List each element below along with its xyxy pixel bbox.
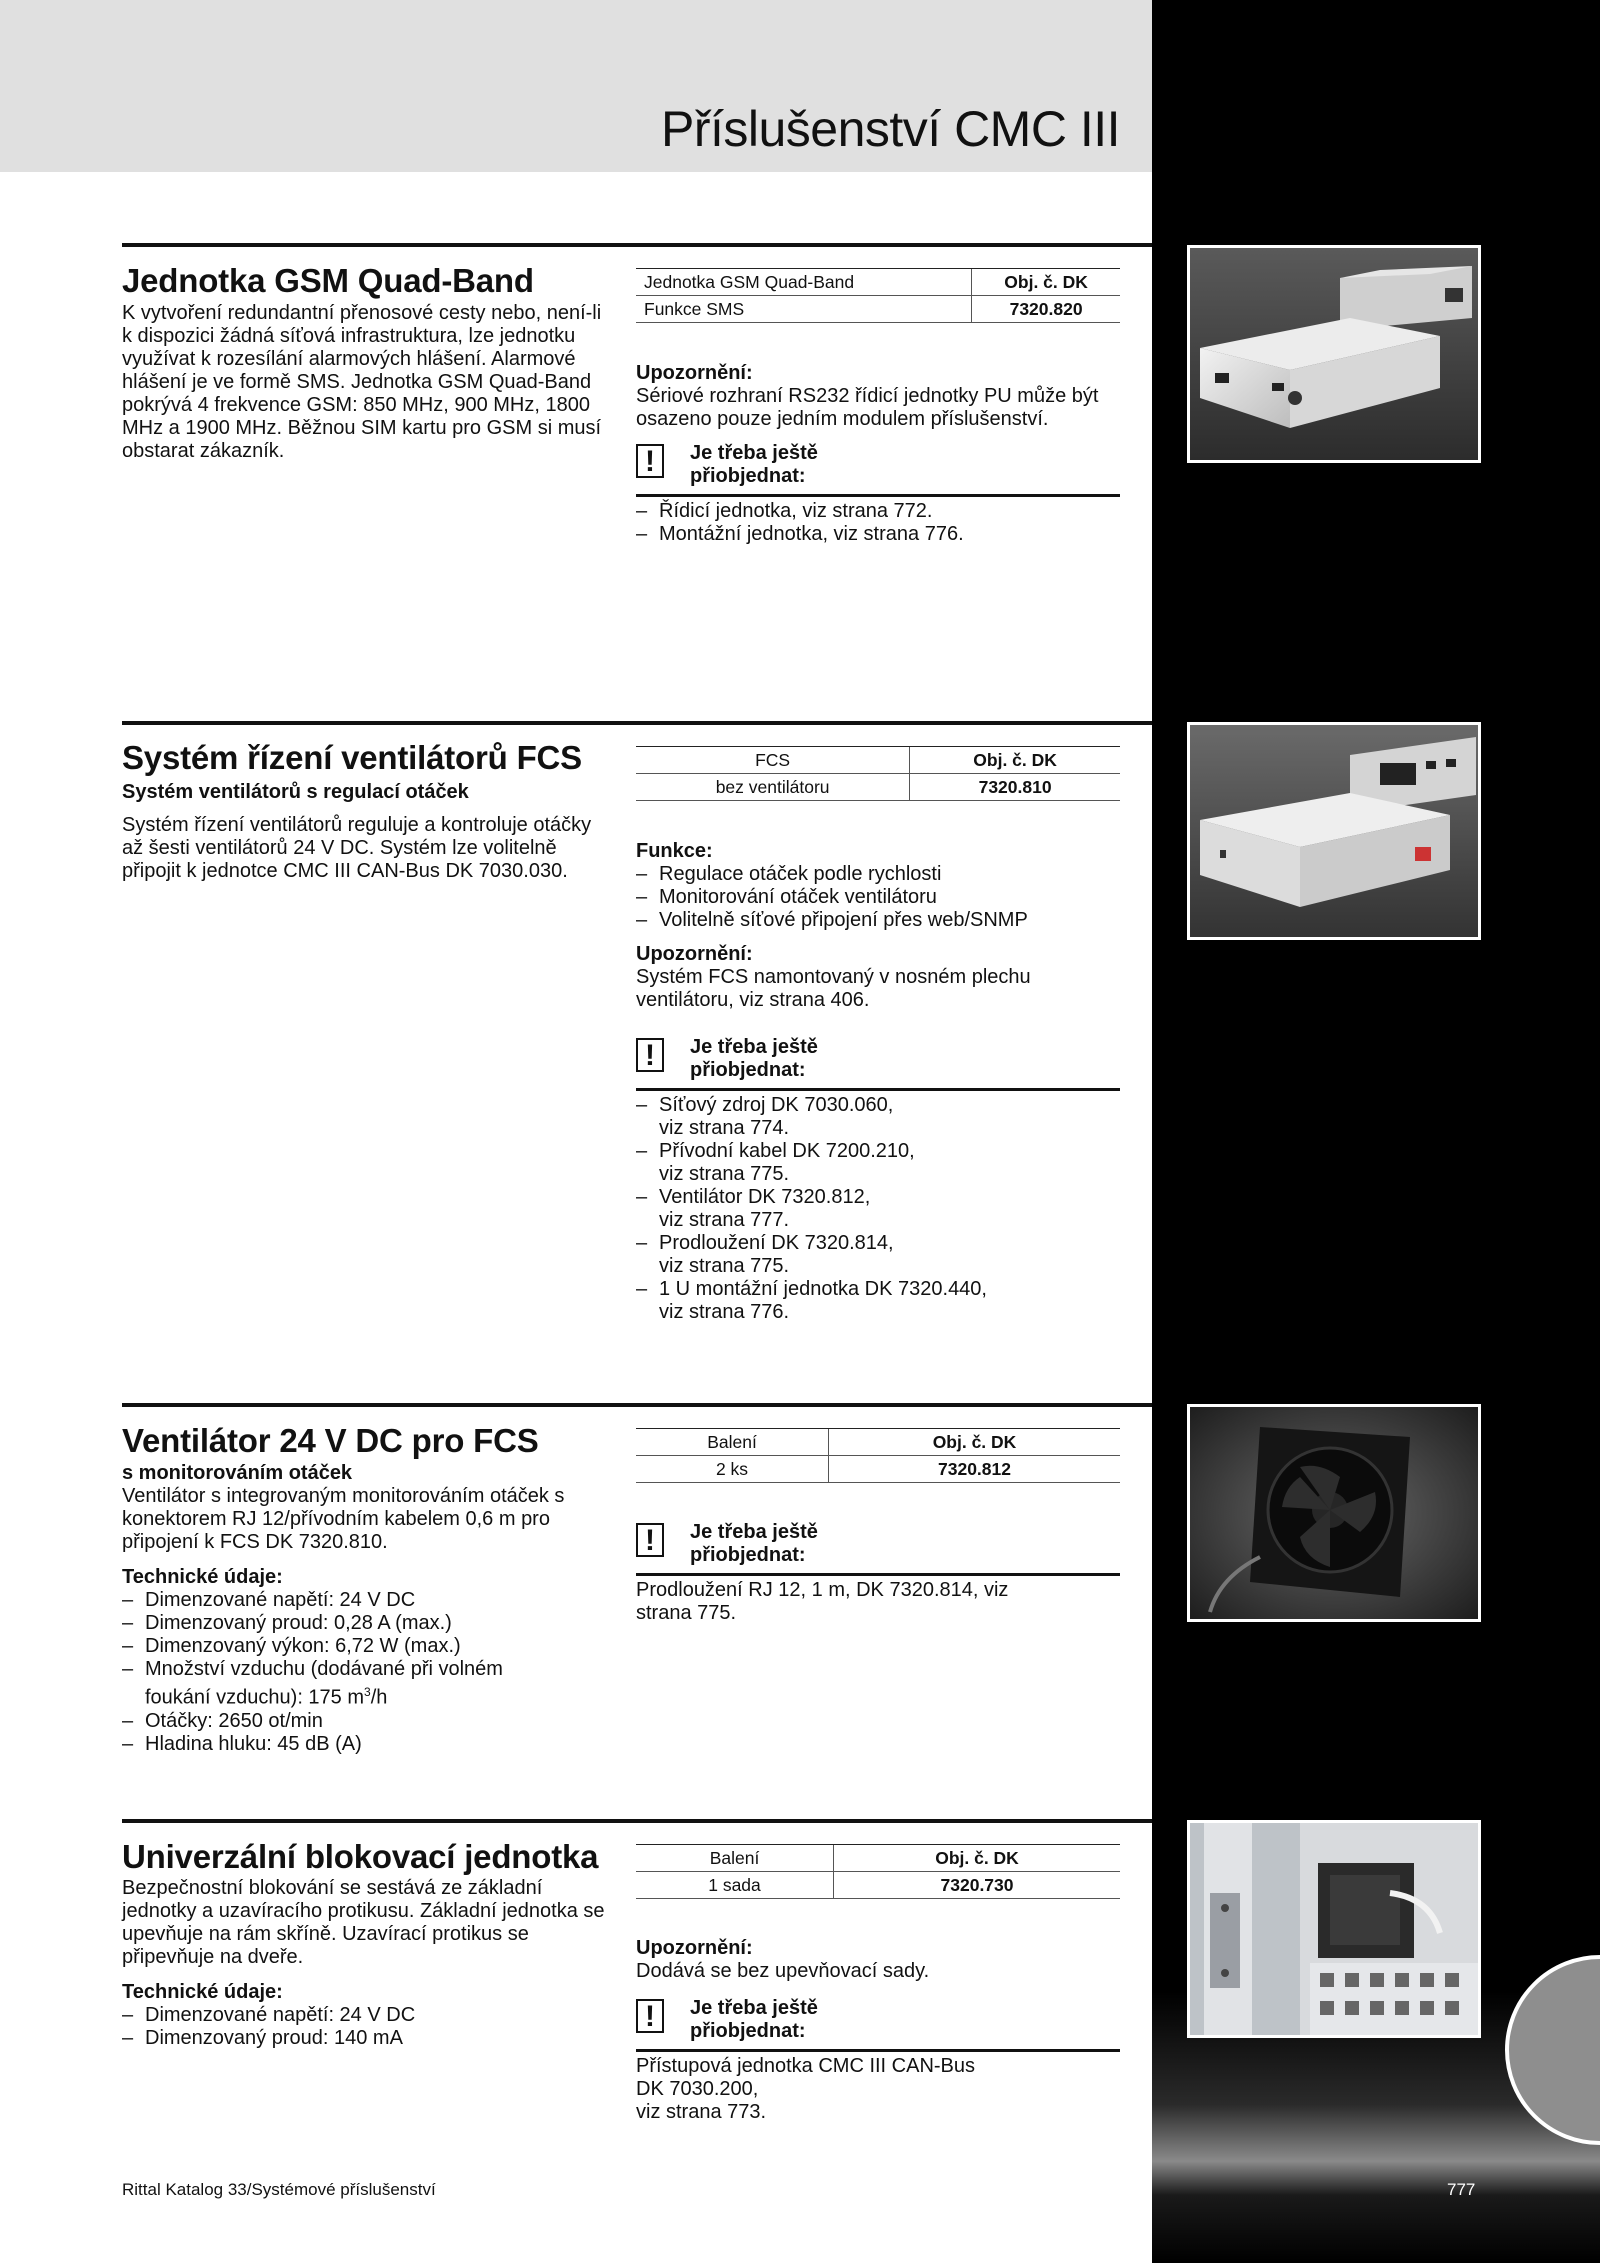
table-header-row (636, 269, 1120, 296)
list-item-line: viz strana 775. (659, 1163, 790, 1185)
list-item-line: – Prodloužení DK 7320.814, (659, 1232, 894, 1254)
list-item (636, 1186, 1126, 1232)
fcs-functions (636, 840, 1126, 1012)
section-rule (122, 1819, 1152, 1823)
list-item-line: – 1 U montážní jednotka DK 7320.440, (659, 1278, 987, 1300)
lock-order-text (636, 2055, 1126, 2124)
gsm-order-table (636, 268, 1120, 323)
lock-order-box (636, 1997, 1120, 2052)
table-cell: 1 sada (636, 1872, 834, 1899)
list-item-line: – Ventilátor DK 7320.812, (659, 1186, 871, 1208)
fan-order-text: Prodloužení RJ 12, 1 m, DK 7320.814, viz strana 775. (636, 1579, 1009, 1624)
order-label: Je třeba ještě přiobjednat: (690, 442, 818, 487)
list-item-line: foukání vzduchu): 175 m (145, 1686, 365, 1709)
tech-label: Technické údaje: (122, 1566, 283, 1588)
table-row (636, 1872, 1120, 1899)
exclamation-icon: ! (636, 1999, 664, 2033)
table-cell-order-number: 7320.810 (910, 774, 1120, 801)
order-label: Je třeba ještě přiobjednat: (690, 1997, 818, 2042)
fan-order-table (636, 1428, 1120, 1483)
table-cell: bez ventilátoru (636, 774, 910, 801)
exclamation-icon: ! (636, 1523, 664, 1557)
tech-list (122, 1589, 612, 1756)
section-rule (122, 243, 1152, 247)
gsm-product-photo (1187, 245, 1481, 463)
fcs-order-box (636, 1036, 1120, 1091)
table-header-cell: Obj. č. DK (829, 1429, 1121, 1456)
fan-subtitle: s monitorováním otáček (122, 1462, 353, 1484)
list-item-line: viz strana 774. (659, 1117, 790, 1139)
list-item (122, 1658, 612, 1710)
table-cell-order-number: 7320.820 (972, 296, 1120, 323)
table-header-row (636, 1429, 1120, 1456)
list-item (636, 1140, 1126, 1186)
gsm-order-box (636, 442, 1120, 497)
table-header-row (636, 747, 1120, 774)
table-header-cell: Balení (636, 1845, 834, 1872)
order-line: Přístupová jednotka CMC III CAN-Bus (636, 2055, 976, 2077)
fcs-order-list (636, 1094, 1126, 1324)
list-item-line: – Množství vzduchu (dodávané při volném (145, 1658, 503, 1680)
table-header-cell: Jednotka GSM Quad-Band (636, 269, 972, 296)
note-label: Upozornění: (636, 362, 753, 384)
table-cell: 2 ks (636, 1456, 829, 1483)
table-header-cell: Obj. č. DK (834, 1845, 1120, 1872)
lock-product-photo (1187, 1820, 1481, 2038)
functions-list (636, 863, 1126, 932)
gsm-device-illustration (1190, 248, 1478, 460)
table-header-cell: Obj. č. DK (910, 747, 1120, 774)
order-label: Je třeba ještě přiobjednat: (690, 1521, 818, 1566)
fcs-title: Systém řízení ventilátorů FCS (122, 739, 582, 776)
list-item-line: viz strana 777. (659, 1209, 790, 1231)
list-item-line: – Přívodní kabel DK 7200.210, (659, 1140, 915, 1162)
list-item: – Dimenzovaný proud: 0,28 A (max.) (122, 1612, 612, 1635)
table-row (636, 1456, 1120, 1483)
note-text: Dodává se bez upevňovací sady. (636, 1960, 930, 1982)
list-item-unit: /h (370, 1686, 388, 1709)
tech-list (122, 2004, 612, 2050)
list-item: – Dimenzovaný proud: 140 mA (122, 2027, 612, 2050)
order-line: DK 7030.200, (636, 2078, 759, 2100)
list-item (636, 1094, 1126, 1140)
lock-title: Univerzální blokovací jednotka (122, 1838, 599, 1875)
list-item: – Montážní jednotka, viz strana 776. (636, 523, 1126, 546)
list-item: – Dimenzovaný výkon: 6,72 W (max.) (122, 1635, 612, 1658)
lock-description: Bezpečnostní blokování se sestává ze základní jednotky a uzavíracího protikusu. Základní jednotka se upevňuje na rám skříně. Uzavírací protikus se připevňuje na dveře. (122, 1877, 605, 1968)
lock-order-table (636, 1844, 1120, 1899)
fcs-subtitle: Systém ventilátorů s regulací otáček (122, 781, 469, 803)
table-header-cell: Balení (636, 1429, 829, 1456)
list-item (636, 1278, 1126, 1324)
list-item: – Otáčky: 2650 ot/min (122, 1710, 612, 1733)
gsm-description: K vytvoření redundantní přenosové cesty nebo, není-li k dispozici žádná síťová infrastruktura, lze jednotku využívat k rozesílání alarmových hlášení. Alarmové hlášení je ve formě SMS. Jednotka GSM Quad-Band pokrývá 4 frekvence GSM: 850 MHz, 900 MHz, 1800 MHz a 1900 MHz. Běžnou SIM kartu pro GSM si musí obstarat zákazník. (122, 302, 602, 462)
list-item-line: viz strana 776. (659, 1301, 790, 1323)
gsm-order-list (636, 500, 1126, 546)
table-header-row (636, 1845, 1120, 1872)
section-rule (122, 721, 1152, 725)
table-cell-order-number: 7320.730 (834, 1872, 1120, 1899)
table-cell-order-number: 7320.812 (829, 1456, 1121, 1483)
lock-note (636, 1937, 1126, 1983)
lock-illustration (1190, 1823, 1478, 2035)
list-item: – Řídicí jednotka, viz strana 772. (636, 500, 1126, 523)
note-label: Upozornění: (636, 1937, 753, 1959)
table-cell: Funkce SMS (636, 296, 972, 323)
list-item: – Dimenzované napětí: 24 V DC (122, 1589, 612, 1612)
superscript: 3 (364, 1685, 371, 1699)
list-item: – Hladina hluku: 45 dB (A) (122, 1733, 612, 1756)
table-row (636, 774, 1120, 801)
table-header-cell: Obj. č. DK (972, 269, 1120, 296)
note-label: Upozornění: (636, 943, 753, 965)
note-text: Systém FCS namontovaný v nosném plechu ventilátoru, viz strana 406. (636, 966, 1031, 1011)
gsm-title: Jednotka GSM Quad-Band (122, 262, 534, 299)
fan-product-photo (1187, 1404, 1481, 1622)
list-item: – Dimenzované napětí: 24 V DC (122, 2004, 612, 2027)
fan-illustration (1190, 1407, 1478, 1619)
fcs-product-photo (1187, 722, 1481, 940)
list-item: – Volitelně síťové připojení přes web/SNMP (636, 909, 1126, 932)
fan-description: Ventilátor s integrovaným monitorováním otáček s konektorem RJ 12/přívodním kabelem 0,6 m pro připojení k FCS DK 7320.810. (122, 1485, 565, 1553)
functions-label: Funkce: (636, 840, 713, 862)
order-label: Je třeba ještě přiobjednat: (690, 1036, 818, 1081)
fcs-device-illustration (1190, 725, 1478, 937)
exclamation-icon: ! (636, 1038, 664, 1072)
fan-order-box (636, 1521, 1120, 1576)
footer-catalog: Rittal Katalog 33/Systémové příslušenství (122, 2180, 436, 2199)
gsm-note (636, 362, 1126, 431)
footer-page-number: 777 (1447, 2180, 1476, 2199)
fcs-description: Systém řízení ventilátorů reguluje a kontroluje otáčky až šesti ventilátorů 24 V DC. Systém lze volitelně připojit k jednotce CMC III CAN-Bus DK 7030.030. (122, 814, 592, 882)
note-text: Sériové rozhraní RS232 řídicí jednotky PU může být osazeno pouze jedním modulem příslušenství. (636, 385, 1099, 430)
fan-title: Ventilátor 24 V DC pro FCS (122, 1422, 539, 1459)
table-row (636, 296, 1120, 323)
order-line: viz strana 773. (636, 2101, 767, 2123)
table-header-cell: FCS (636, 747, 910, 774)
list-item-line: – Síťový zdroj DK 7030.060, (659, 1094, 894, 1116)
tech-label: Technické údaje: (122, 1981, 283, 2003)
list-item: – Monitorování otáček ventilátoru (636, 886, 1126, 909)
fcs-order-table (636, 746, 1120, 801)
page-title: Příslušenství CMC III (660, 101, 1120, 157)
section-rule (122, 1403, 1152, 1407)
lock-tech-data (122, 1981, 612, 2050)
list-item: – Regulace otáček podle rychlosti (636, 863, 1126, 886)
fan-tech-data (122, 1566, 612, 1756)
exclamation-icon: ! (636, 444, 664, 478)
list-item-line: viz strana 775. (659, 1255, 790, 1277)
list-item (636, 1232, 1126, 1278)
